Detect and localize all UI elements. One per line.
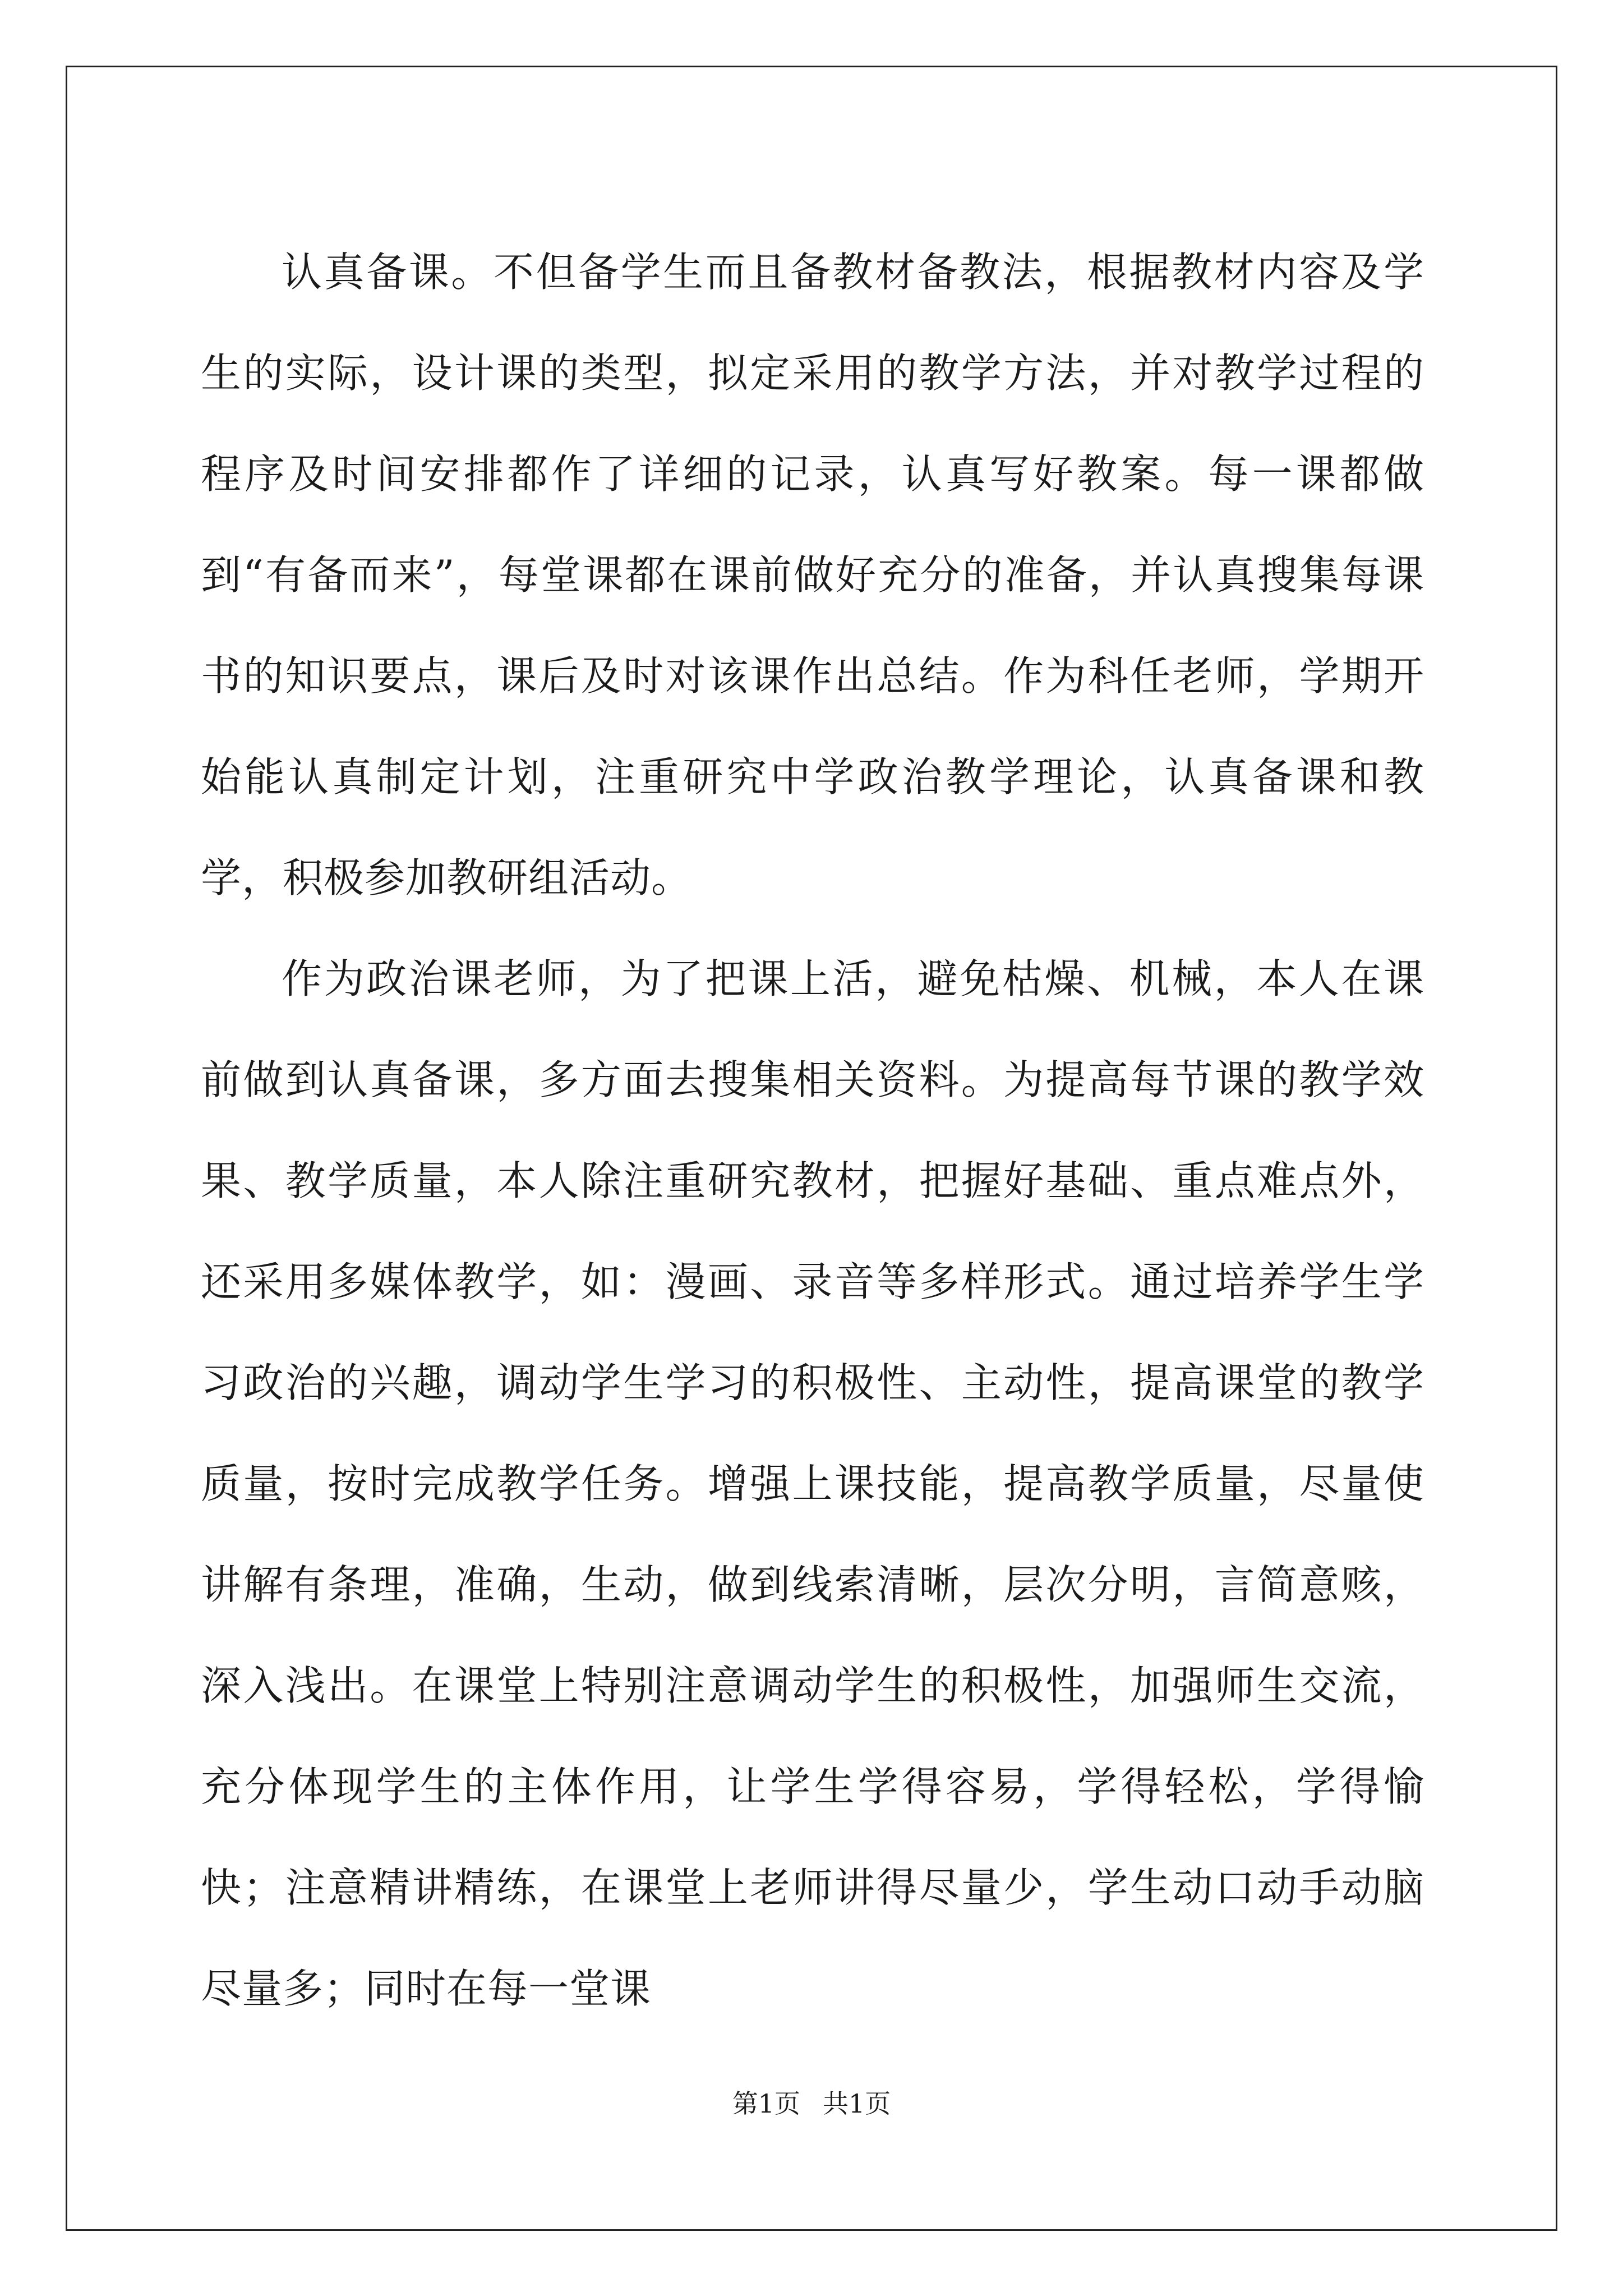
page-number: 第1页: [732, 2088, 800, 2119]
page-total: 共1页: [823, 2088, 891, 2119]
document-body: [201, 222, 1424, 2039]
paragraph-2: 作为政治课老师，为了把课上活，避免枯燥、机械，本人在课前做到认真备课，多方面去搜集相关资料。为提高每节课的教学效果、教学质量，本人除注重研究教材，把握好基础、重点难点外，还采用多媒体教学，如：漫画、录音等多样形式。通过培养学生学习政治的兴趣，调动学生学习的积极性、主动性，提高课堂的教学质量，按时完成教学任务。增强上课技能，提高教学质量，尽量使讲解有条理，准确，生动，做到线索清晰，层次分明，言简意赅，深入浅出。在课堂上特别注意调动学生的积极性，加强师生交流，充分体现学生的主体作用，让学生学得容易，学得轻松，学得愉快；注意精讲精练，在课堂上老师讲得尽量少，学生动口动手动脑尽量多；同时在每一堂课: [201, 955, 1424, 2012]
paragraph-1: 认真备课。不但备学生而且备教材备教法，根据教材内容及学生的实际，设计课的类型，拟定采用的教学方法，并对教学过程的程序及时间安排都作了详细的记录，认真写好教案。每一课都做到“有备而来”，每堂课都在课前做好充分的准备，并认真搜集每课书的知识要点，课后及时对该课作出总结。作为科任老师，学期开始能认真制定计划，注重研究中学政治教学理论，认真备课和教学，积极参加教研组活动。: [201, 249, 1424, 901]
page-footer: [0, 2087, 1623, 2120]
